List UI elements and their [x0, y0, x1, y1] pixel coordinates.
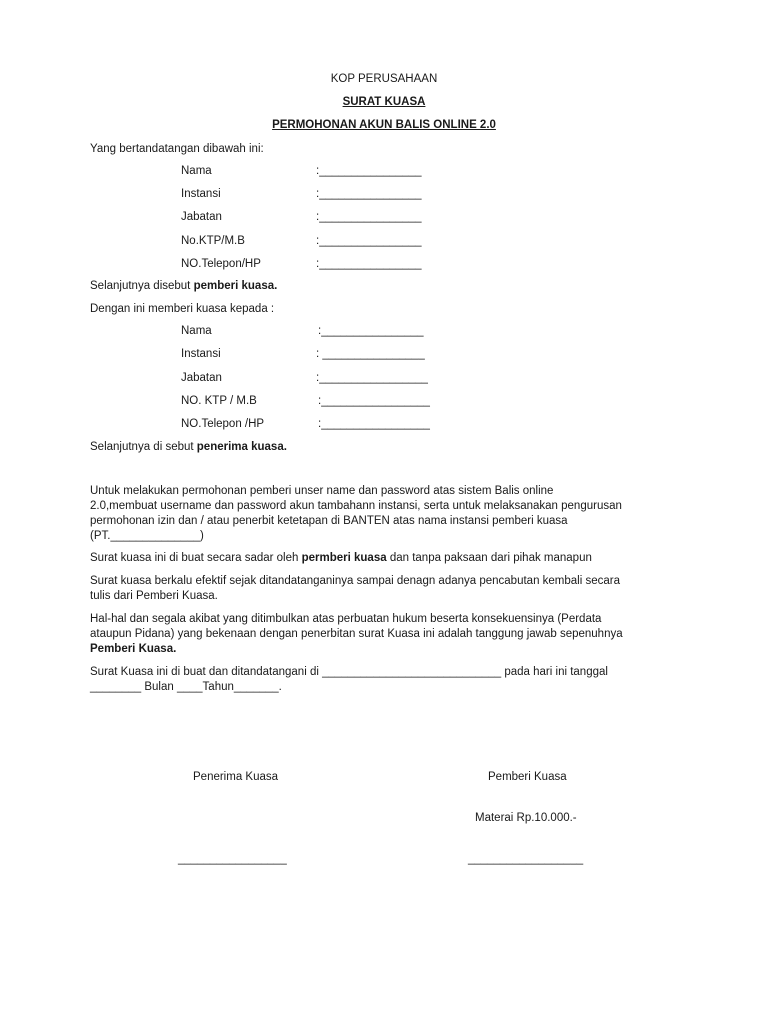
field-blank: :________________ [316, 235, 422, 247]
paragraph-liability-line: Hal-hal dan segala akibat yang ditimbulkan atas perbuatan hukum beserta konsekuensinya (Perdata [90, 613, 602, 625]
paragraph-purpose-line: 2.0,membuat username dan password akun tambahann instansi, serta untuk melaksanakan pengurusan [90, 500, 622, 512]
paragraph-place-date-line: ________ Bulan ____Tahun_______. [90, 681, 282, 693]
paragraph-purpose-line: (PT.______________) [90, 530, 204, 542]
field-blank: :________________ [316, 211, 422, 223]
field-label: Jabatan [181, 372, 222, 384]
penerima-kuasa-label: Penerima Kuasa [193, 771, 279, 783]
paragraph-liability-line: Pemberi Kuasa. [90, 643, 177, 655]
field-label: Jabatan [181, 211, 222, 223]
field-blank: :________________ [316, 258, 422, 270]
penerima-note [90, 440, 287, 455]
pemberi-kuasa-label: Pemberi Kuasa [488, 771, 567, 783]
paragraph-validity-line: tulis dari Pemberi Kuasa. [90, 590, 218, 602]
paragraph-text: Surat kuasa ini di buat secara sadar oleh [90, 552, 302, 564]
paragraph-text: dan tanpa paksaan dari pihak manapun [386, 552, 592, 564]
field-blank: :________________ [318, 325, 424, 337]
field-label: NO.Telepon/HP [181, 258, 261, 270]
note-text: Selanjutnya disebut [90, 280, 194, 292]
intro-text: Yang bertandatangan dibawah ini: [90, 143, 264, 155]
penerima-signature-line: _________________ [178, 853, 287, 865]
document-title: SURAT KUASA [342, 96, 426, 108]
field-blank: :_________________ [316, 372, 428, 384]
materai-note: Materai Rp.10.000.- [475, 812, 577, 824]
note-text: Selanjutnya di sebut [90, 441, 197, 453]
field-blank: :_________________ [318, 418, 430, 430]
paragraph-place-date-line: Surat Kuasa ini di buat dan ditandatangani di ____________________________ pada hari ini tanggal [90, 666, 608, 678]
field-label: NO. KTP / M.B [181, 395, 257, 407]
paragraph-purpose-line: permohonan izin dan / atau penerbit ketetapan di BANTEN atas nama instansi pemberi kuasa [90, 515, 568, 527]
field-label: No.KTP/M.B [181, 235, 245, 247]
paragraph-validity-line: Surat kuasa berkalu efektif sejak ditandatanganinya sampai denagn adanya pencabutan kembali secara [90, 575, 620, 587]
field-blank: :________________ [316, 165, 422, 177]
pemberi-note [90, 279, 277, 294]
field-label: Nama [181, 165, 212, 177]
field-blank: :_________________ [318, 395, 430, 407]
field-label: Instansi [181, 188, 221, 200]
document-subtitle: PERMOHONAN AKUN BALIS ONLINE 2.0 [272, 119, 496, 131]
note-emphasis: penerima kuasa. [196, 441, 287, 453]
field-blank: :________________ [316, 188, 422, 200]
paragraph-consent [90, 551, 592, 566]
paragraph-purpose-line: Untuk melakukan permohonan pemberi unser name dan password atas sistem Balis online [90, 485, 554, 497]
field-blank: : ________________ [316, 348, 425, 360]
note-emphasis: pemberi kuasa. [193, 280, 278, 292]
paragraph-liability-line: ataupun Pidana) yang bekenaan dengan penerbitan surat Kuasa ini adalah tanggung jawab sepenuhnya [90, 628, 623, 640]
field-label: Nama [181, 325, 212, 337]
paragraph-emphasis: permberi kuasa [301, 552, 387, 564]
field-label: Instansi [181, 348, 221, 360]
letterhead-placeholder: KOP PERUSAHAAN [330, 73, 438, 85]
pemberi-signature-line: __________________ [468, 853, 584, 865]
field-label: NO.Telepon /HP [181, 418, 265, 430]
kuasa-intro: Dengan ini memberi kuasa kepada : [90, 303, 275, 315]
